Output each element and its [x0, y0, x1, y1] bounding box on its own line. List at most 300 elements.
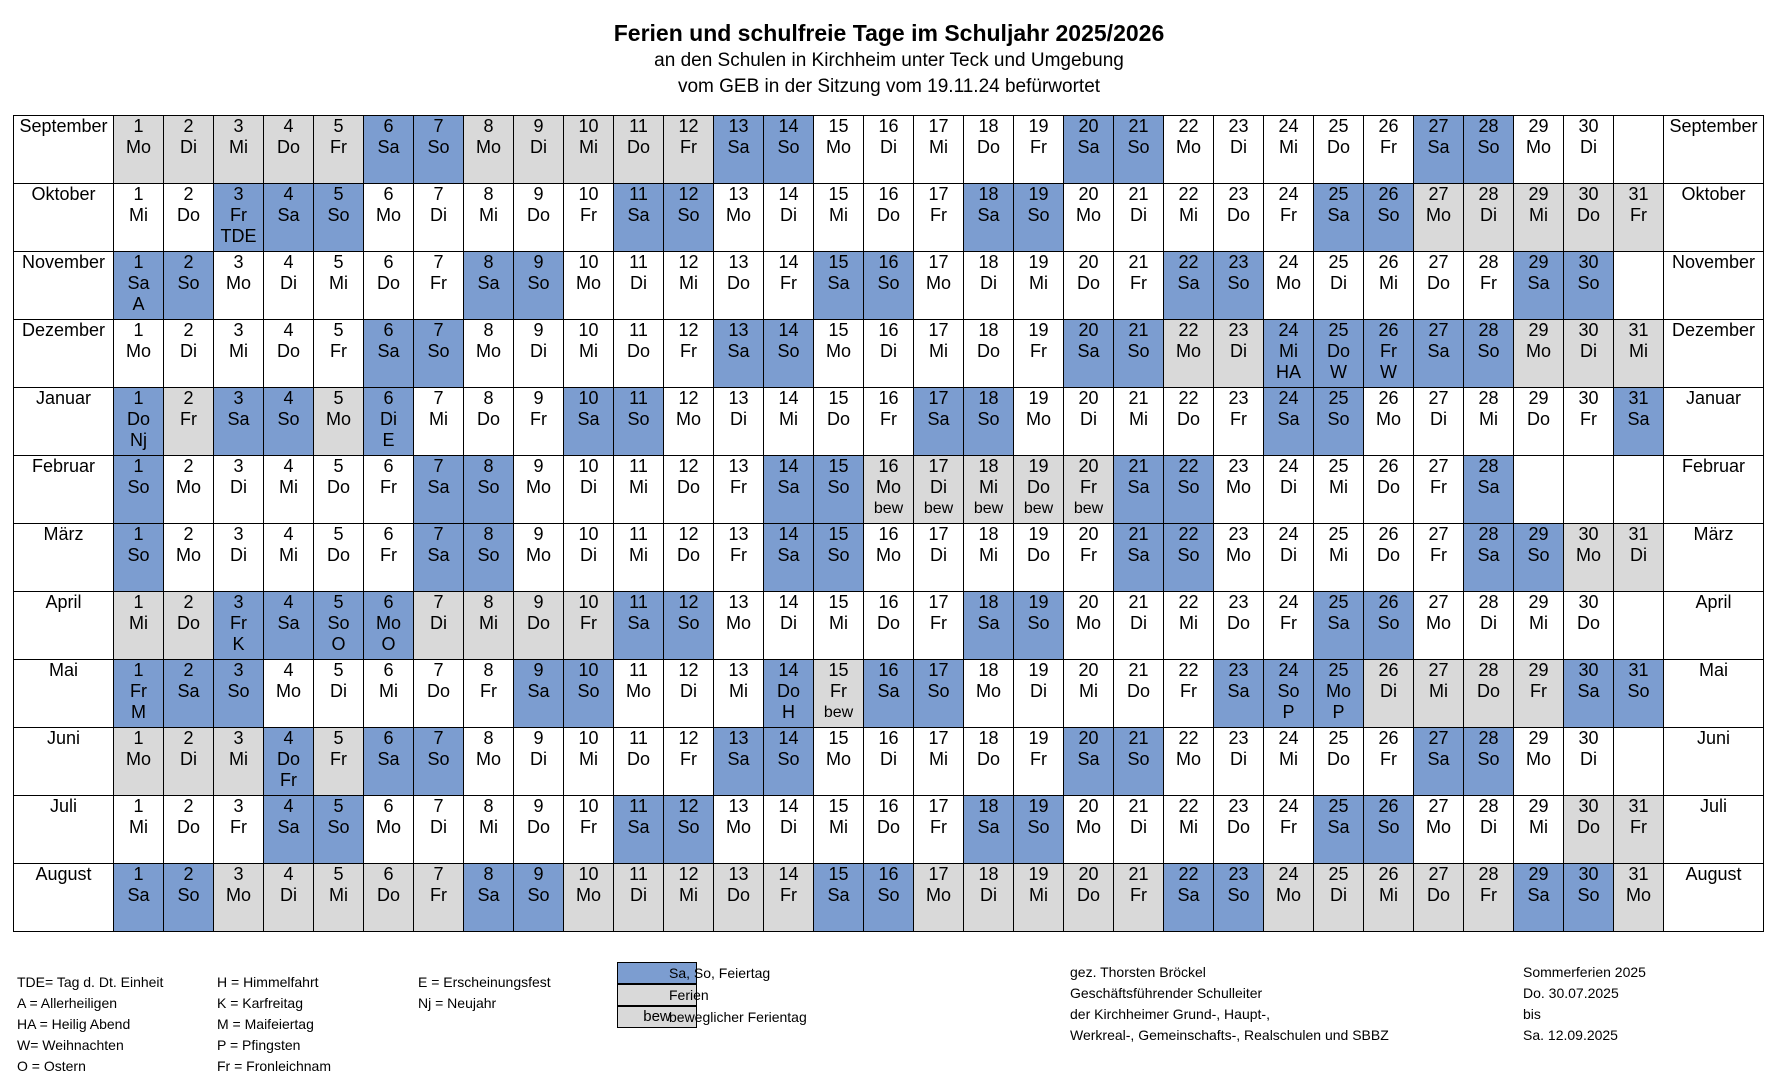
day-number: 17 [928, 660, 949, 680]
day-cell [1614, 660, 1664, 728]
day-number: 15 [828, 388, 849, 408]
day-cell [1514, 592, 1564, 660]
weekday: Fr [380, 545, 397, 565]
day-number: 16 [878, 524, 899, 544]
day-number: 22 [1178, 524, 1199, 544]
day-number: 17 [928, 320, 949, 340]
weekday: Mo [1525, 341, 1551, 361]
day-cell [664, 184, 714, 252]
day-number: 9 [533, 388, 544, 408]
weekday: Mo [525, 545, 551, 565]
day-cell [114, 456, 164, 524]
day-cell [764, 524, 814, 592]
day-cell [764, 592, 814, 660]
day-cell [864, 796, 914, 864]
day-number: 20 [1078, 116, 1099, 136]
day-cell [1414, 388, 1464, 456]
weekday: Sa [427, 477, 450, 497]
day-cell [414, 252, 464, 320]
weekday: Di [1230, 341, 1247, 361]
day-cell [1114, 524, 1164, 592]
day-number: 8 [483, 728, 494, 748]
weekday: Mi [729, 681, 748, 701]
day-cell [614, 660, 664, 728]
day-cell [564, 592, 614, 660]
day-cell [364, 660, 414, 728]
day-cell [314, 796, 364, 864]
weekday: Fr [730, 477, 747, 497]
weekday: Di [630, 273, 647, 293]
day-cell [114, 660, 164, 728]
day-cell [314, 116, 364, 184]
day-number: 8 [483, 592, 494, 612]
day-cell [464, 728, 514, 796]
weekday: Di [880, 341, 897, 361]
day-cell [864, 388, 914, 456]
weekday: Fr [580, 205, 597, 225]
weekday: Sa [977, 205, 1000, 225]
day-cell [714, 864, 764, 932]
day-number: 11 [629, 728, 648, 748]
day-cell [1264, 252, 1314, 320]
day-number: 18 [978, 388, 999, 408]
day-number: 31 [1628, 864, 1649, 884]
legend-entry: A = Allerheiligen [17, 995, 118, 1011]
day-number: 5 [333, 320, 344, 340]
day-number: 20 [1078, 660, 1099, 680]
day-cell [1464, 864, 1514, 932]
weekday: So [177, 885, 200, 905]
day-cell [814, 592, 864, 660]
day-cell [314, 524, 364, 592]
weekday: Mi [229, 137, 248, 157]
day-number: 8 [483, 320, 494, 340]
day-number: 15 [828, 864, 849, 884]
day-number: 9 [533, 864, 544, 884]
day-number: 24 [1278, 796, 1299, 816]
day-number: 23 [1228, 184, 1249, 204]
weekday: So [777, 341, 800, 361]
day-number: 16 [878, 660, 899, 680]
weekday: So [1227, 273, 1250, 293]
day-cell [114, 116, 164, 184]
day-number: 8 [483, 524, 494, 544]
weekday: Do [876, 817, 900, 837]
day-cell [1564, 388, 1614, 456]
day-number: 16 [878, 320, 899, 340]
weekday: Sa [927, 409, 950, 429]
day-cell [1614, 184, 1664, 252]
day-number: 11 [629, 456, 648, 476]
month-label: Februar [14, 456, 114, 524]
weekday: Sa [827, 273, 850, 293]
weekday: So [877, 885, 900, 905]
weekday: Do [1076, 273, 1100, 293]
day-cell [1264, 728, 1314, 796]
day-number: 6 [383, 252, 394, 272]
day-number: 1 [133, 864, 144, 884]
day-number: 18 [978, 864, 999, 884]
day-number: 26 [1378, 456, 1399, 476]
day-number: 14 [778, 184, 799, 204]
month-label-right: Mai [1664, 660, 1764, 728]
day-cell [364, 864, 414, 932]
day-cell [1414, 524, 1464, 592]
day-number: 2 [183, 524, 194, 544]
day-cell [714, 116, 764, 184]
day-number: 21 [1128, 456, 1149, 476]
weekday: Mi [1379, 273, 1398, 293]
weekday: So [427, 749, 450, 769]
day-number: 14 [778, 320, 799, 340]
day-number: 10 [578, 388, 599, 408]
day-number: 2 [183, 592, 194, 612]
weekday: Sa [1177, 885, 1200, 905]
day-cell [1064, 592, 1114, 660]
weekday: Di [1280, 477, 1297, 497]
day-number: 20 [1078, 252, 1099, 272]
day-number: 20 [1078, 320, 1099, 340]
weekday: So [777, 749, 800, 769]
day-cell [964, 592, 1014, 660]
weekday: Do [176, 205, 200, 225]
day-cell [1564, 796, 1614, 864]
day-cell [214, 592, 264, 660]
day-cell [564, 796, 614, 864]
weekday: Sa [277, 205, 300, 225]
day-number: 12 [678, 116, 699, 136]
day-cell [364, 728, 414, 796]
holiday-marker: bew [973, 500, 1004, 517]
weekday: Di [580, 477, 597, 497]
weekday: Mi [929, 137, 948, 157]
day-cell [764, 796, 814, 864]
day-number: 7 [433, 524, 444, 544]
day-cell [564, 864, 614, 932]
weekday: Mo [725, 817, 751, 837]
weekday: Sa [1527, 885, 1550, 905]
legend-swatch-bew: bew [617, 1006, 697, 1028]
weekday: Do [1426, 885, 1450, 905]
day-cell [1414, 184, 1464, 252]
weekday: Mo [1425, 613, 1451, 633]
weekday: Do [676, 545, 700, 565]
day-cell [964, 524, 1014, 592]
day-number: 24 [1278, 728, 1299, 748]
day-cell [214, 728, 264, 796]
day-cell [114, 728, 164, 796]
day-number: 15 [828, 524, 849, 544]
weekday: Mi [279, 545, 298, 565]
weekday: Fr [930, 613, 947, 633]
day-number: 17 [928, 796, 949, 816]
day-cell [314, 252, 364, 320]
day-number: 22 [1178, 184, 1199, 204]
subtitle-approval: vom GEB in der Sitzung vom 19.11.24 befürwortet [677, 76, 1101, 97]
day-cell [1164, 184, 1214, 252]
day-number: 26 [1378, 116, 1399, 136]
day-cell [1214, 252, 1264, 320]
weekday: Mi [679, 885, 698, 905]
day-cell [1264, 456, 1314, 524]
day-cell [714, 592, 764, 660]
day-cell [514, 524, 564, 592]
subtitle-location: an den Schulen in Kirchheim unter Teck und Umgebung [654, 50, 1124, 71]
day-number: 31 [1628, 524, 1649, 544]
day-cell [864, 524, 914, 592]
weekday: Mo [175, 545, 201, 565]
weekday: Di [780, 817, 797, 837]
day-number: 5 [333, 184, 344, 204]
day-number: 6 [383, 728, 394, 748]
day-cell [1464, 660, 1514, 728]
legend-entry: M = Maifeiertag [217, 1016, 314, 1032]
day-number: 26 [1378, 796, 1399, 816]
weekday: Sa [827, 885, 850, 905]
day-cell [1164, 728, 1214, 796]
weekday: So [1527, 545, 1550, 565]
day-number: 27 [1428, 728, 1449, 748]
day-cell [1564, 252, 1614, 320]
weekday: Sa [1577, 681, 1600, 701]
day-number: 1 [133, 252, 144, 272]
holiday-marker: A [132, 294, 145, 314]
weekday: Mi [229, 749, 248, 769]
day-cell [1114, 592, 1164, 660]
weekday: Mo [125, 341, 151, 361]
weekday: Sa [227, 409, 250, 429]
day-cell [364, 252, 414, 320]
weekday: Fr [1080, 477, 1097, 497]
weekday: Sa [727, 137, 750, 157]
day-cell [1014, 592, 1064, 660]
day-number: 9 [533, 524, 544, 544]
day-cell [1364, 184, 1414, 252]
day-number: 24 [1278, 388, 1299, 408]
weekday: Fr [1280, 817, 1297, 837]
month-label: Januar [14, 388, 114, 456]
weekday: So [677, 205, 700, 225]
weekday: Fr [1630, 817, 1647, 837]
day-cell [964, 388, 1014, 456]
day-number: 5 [333, 660, 344, 680]
weekday: Do [726, 273, 750, 293]
day-cell [914, 116, 964, 184]
day-cell [114, 320, 164, 388]
weekday: Fr [1180, 681, 1197, 701]
weekday: Mi [929, 749, 948, 769]
day-number: 18 [978, 116, 999, 136]
weekday: Do [376, 885, 400, 905]
day-number: 15 [828, 728, 849, 748]
day-cell [264, 592, 314, 660]
day-cell [1614, 592, 1664, 660]
weekday: Di [780, 205, 797, 225]
weekday: Do [626, 341, 650, 361]
day-number: 8 [483, 796, 494, 816]
day-cell [1464, 524, 1514, 592]
weekday: Mi [1279, 341, 1298, 361]
signature-line: der Kirchheimer Grund-, Haupt-, [1070, 1006, 1270, 1022]
weekday: So [227, 681, 250, 701]
day-cell [814, 864, 864, 932]
day-number: 3 [233, 116, 244, 136]
day-cell [1014, 320, 1064, 388]
weekday: Mo [1275, 885, 1301, 905]
weekday: Sa [277, 613, 300, 633]
weekday: Di [530, 749, 547, 769]
day-number: 21 [1128, 864, 1149, 884]
weekday: Mi [579, 749, 598, 769]
day-number: 7 [433, 388, 444, 408]
weekday: Sa [1427, 137, 1450, 157]
day-cell [1014, 524, 1064, 592]
weekday: Mo [1075, 613, 1101, 633]
weekday: Mo [275, 681, 301, 701]
day-cell [1264, 524, 1314, 592]
day-number: 5 [333, 388, 344, 408]
day-cell [514, 592, 564, 660]
day-number: 17 [928, 524, 949, 544]
weekday: Di [230, 477, 247, 497]
day-number: 14 [778, 252, 799, 272]
day-number: 26 [1378, 320, 1399, 340]
day-cell [1064, 320, 1114, 388]
day-cell [514, 728, 564, 796]
day-cell [114, 252, 164, 320]
day-cell [1364, 796, 1414, 864]
day-number: 25 [1328, 184, 1349, 204]
weekday: So [127, 545, 150, 565]
weekday: Do [126, 409, 150, 429]
day-number: 15 [828, 116, 849, 136]
day-cell [214, 456, 264, 524]
day-cell [864, 864, 914, 932]
day-number: 5 [333, 864, 344, 884]
day-number: 7 [433, 252, 444, 272]
day-number: 21 [1128, 252, 1149, 272]
weekday: Sa [1077, 749, 1100, 769]
weekday: So [1027, 613, 1050, 633]
day-cell [314, 864, 364, 932]
weekday: So [877, 273, 900, 293]
weekday: Fr [830, 681, 847, 701]
day-cell [1514, 116, 1564, 184]
day-cell [1164, 252, 1214, 320]
day-cell [964, 116, 1014, 184]
day-number: 19 [1028, 524, 1049, 544]
day-cell [164, 864, 214, 932]
weekday: So [477, 545, 500, 565]
weekday: Fr [1480, 273, 1497, 293]
weekday: Sa [477, 885, 500, 905]
weekday: Sa [177, 681, 200, 701]
day-cell [464, 796, 514, 864]
day-number: 19 [1028, 116, 1049, 136]
weekday: Sa [1077, 341, 1100, 361]
day-number: 5 [333, 252, 344, 272]
day-number: 5 [333, 592, 344, 612]
weekday: Fr [1380, 341, 1397, 361]
day-number: 22 [1178, 796, 1199, 816]
weekday: Mo [1175, 749, 1201, 769]
weekday: Mi [479, 613, 498, 633]
holiday-marker: bew [923, 500, 954, 517]
weekday: Mi [1379, 885, 1398, 905]
day-cell [664, 592, 714, 660]
month-label: August [14, 864, 114, 932]
day-cell [414, 592, 464, 660]
day-number: 1 [133, 116, 144, 136]
day-number: 12 [678, 796, 699, 816]
day-number: 8 [483, 660, 494, 680]
weekday: Mo [725, 613, 751, 633]
day-number: 22 [1178, 320, 1199, 340]
weekday: So [677, 817, 700, 837]
weekday: Fr [480, 681, 497, 701]
day-cell [264, 184, 314, 252]
day-number: 16 [878, 456, 899, 476]
day-cell [364, 184, 414, 252]
weekday: So [127, 477, 150, 497]
day-cell [514, 116, 564, 184]
weekday: Mo [175, 477, 201, 497]
day-number: 18 [978, 728, 999, 748]
weekday: Sa [1477, 545, 1500, 565]
day-cell [664, 524, 714, 592]
day-cell [264, 252, 314, 320]
day-cell [1564, 864, 1614, 932]
day-number: 24 [1278, 184, 1299, 204]
day-number: 28 [1478, 252, 1499, 272]
weekday: Mi [129, 205, 148, 225]
day-number: 27 [1428, 456, 1449, 476]
weekday: Mo [875, 477, 901, 497]
weekday: Sa [777, 477, 800, 497]
day-number: 22 [1178, 456, 1199, 476]
day-number: 8 [483, 456, 494, 476]
day-number: 21 [1128, 320, 1149, 340]
day-number: 3 [233, 456, 244, 476]
day-cell [1364, 456, 1414, 524]
day-cell [1414, 796, 1464, 864]
day-number: 22 [1178, 252, 1199, 272]
day-number: 13 [728, 728, 749, 748]
weekday: Mo [1375, 409, 1401, 429]
weekday: Di [330, 681, 347, 701]
day-number: 28 [1478, 456, 1499, 476]
day-cell [1514, 524, 1564, 592]
weekday: Mo [825, 137, 851, 157]
day-cell [964, 728, 1014, 796]
weekday: Di [880, 749, 897, 769]
day-number: 13 [728, 252, 749, 272]
day-cell [514, 184, 564, 252]
day-number: 18 [978, 796, 999, 816]
day-cell [314, 660, 364, 728]
day-cell [1114, 660, 1164, 728]
day-cell [464, 524, 514, 592]
day-number: 2 [183, 728, 194, 748]
day-number: 4 [283, 116, 294, 136]
weekday: Mi [1279, 749, 1298, 769]
day-number: 29 [1528, 320, 1549, 340]
legend-entry: P = Pfingsten [217, 1037, 301, 1053]
day-number: 10 [578, 660, 599, 680]
weekday: Di [430, 205, 447, 225]
weekday: Do [526, 205, 550, 225]
day-cell [714, 456, 764, 524]
